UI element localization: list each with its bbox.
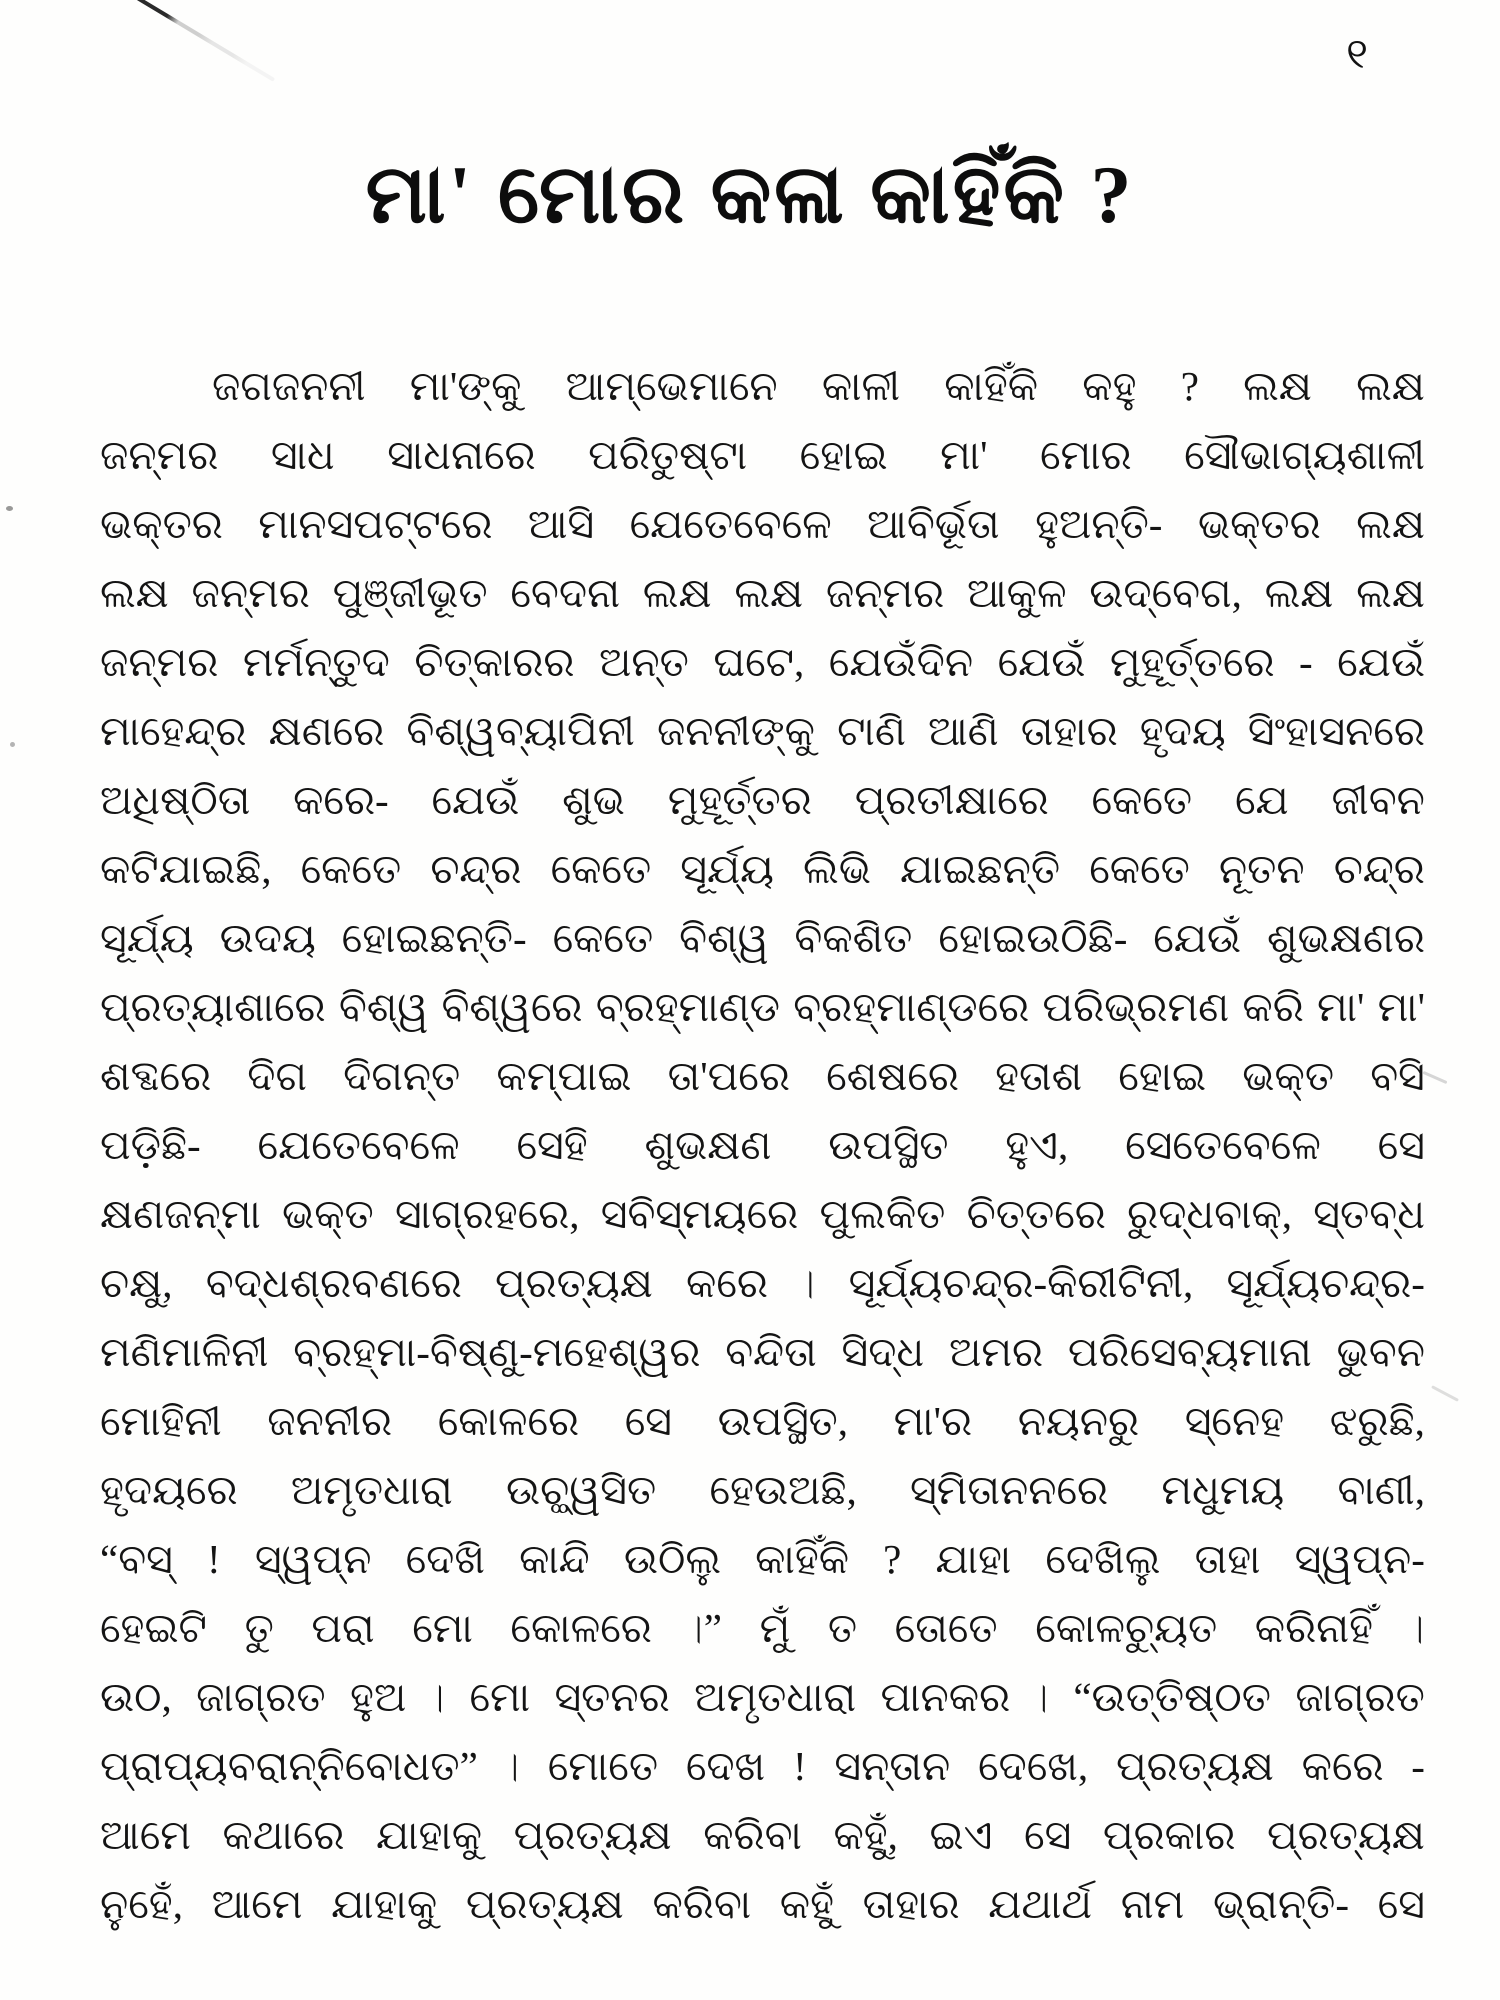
word: କେତେ — [1091, 777, 1193, 823]
word: କରେ — [1301, 1743, 1384, 1789]
word: ହେଇଟି — [100, 1605, 207, 1651]
word: ଶୁଭକ୍ଷଣର — [1266, 915, 1425, 961]
word: ସୂର୍ଯ୍ୟ — [100, 915, 194, 961]
word: “ବସ୍ — [100, 1536, 173, 1582]
word: ତ — [827, 1605, 858, 1651]
word: ? — [883, 1536, 902, 1582]
text-line — [100, 421, 1425, 490]
word: ଚିତ୍ତରେ — [966, 1191, 1106, 1237]
word: ସ୍ତବ୍ଧ — [1313, 1191, 1425, 1237]
word: ମାନସପଟ୍ଟରେ — [258, 501, 493, 547]
word: ଜନ୍ମର — [100, 432, 219, 478]
scan-speck — [6, 506, 13, 511]
word: ଲକ୍ଷ — [642, 570, 712, 616]
word: ପ୍ରତ୍ୟାଶାରେ — [100, 984, 326, 1030]
word: ପାନକର — [880, 1674, 1011, 1720]
word: କୋଳଚ୍ୟୁତ — [1035, 1605, 1218, 1651]
word: ଦେଖି — [405, 1536, 486, 1582]
word: ପଡ଼ିଛି- — [100, 1122, 201, 1168]
word: ଶୁଭ — [562, 777, 625, 823]
word: ଝରୁଛି, — [1329, 1398, 1425, 1444]
word: ଯାହାକୁ — [376, 1812, 483, 1858]
word: କ୍ଷଣଜନ୍ମା — [100, 1191, 261, 1237]
word: ସାଧନାରେ — [387, 432, 536, 478]
word: ସେତେବେଳେ — [1125, 1122, 1321, 1168]
word: ନାମ — [1120, 1881, 1185, 1927]
word: ତୁ — [244, 1605, 274, 1651]
word: ଜନ୍ମର — [825, 570, 945, 616]
text-line — [100, 628, 1425, 697]
word: ଚକ୍ଷୁ, — [100, 1260, 173, 1306]
word: ସ୍ନେହ — [1184, 1398, 1285, 1444]
word: ଆକୁଳ — [966, 570, 1067, 616]
word: ମୋ — [412, 1605, 473, 1651]
word: ଲକ୍ଷ — [100, 570, 169, 616]
word: କରେ — [686, 1260, 768, 1306]
word: ସୂର୍ଯ୍ୟଚନ୍ଦ୍ର- — [1226, 1260, 1425, 1306]
word: କଥାରେ — [222, 1812, 345, 1858]
word: ସାଗ୍ରହରେ, — [395, 1191, 580, 1237]
word: ମୋର — [1040, 432, 1132, 478]
word: କାଳୀ — [821, 363, 901, 409]
word: ସେ — [1377, 1122, 1425, 1168]
word: ଲକ୍ଷ — [1243, 363, 1312, 409]
text-line — [100, 1732, 1425, 1801]
word: କରେ- — [293, 777, 389, 823]
word: ଯେଉଁଦିନ — [828, 639, 974, 685]
word: ବସି — [1370, 1053, 1425, 1099]
word: ଜନନୀଙ୍କୁ — [656, 708, 815, 754]
word: କାହିଁକି — [755, 1536, 850, 1582]
word: କେତେ — [550, 846, 652, 892]
word: ବିଶ୍ୱରେ — [441, 984, 583, 1030]
word: ଲକ୍ଷ — [1356, 501, 1425, 547]
word: ହୁଅନ୍ତି- — [1035, 501, 1163, 547]
word: “ଉତ୍ତିଷ୍ଠତ — [1073, 1674, 1271, 1720]
word: ସେ — [1377, 1881, 1425, 1927]
text-line — [100, 1801, 1425, 1870]
word: ବେଦନା — [510, 570, 621, 616]
word: ଜନନୀର — [267, 1398, 393, 1444]
word: ସେ — [624, 1398, 672, 1444]
word: ? — [1180, 363, 1199, 409]
word: ମୁହୂର୍ତ୍ତର — [667, 777, 812, 823]
word: ପ୍ରତ୍ୟକ୍ଷ — [1115, 1743, 1274, 1789]
word: ! — [792, 1743, 807, 1789]
word: ମା'ଙ୍କୁ — [409, 363, 522, 409]
word: ବନ୍ଦିତା — [725, 1329, 817, 1375]
word: ଇଏ — [929, 1812, 993, 1858]
word: ହୁଅ — [350, 1674, 407, 1720]
word: ସ୍ମିତାନନରେ — [909, 1467, 1109, 1513]
word: ଭୁବନ — [1336, 1329, 1425, 1375]
word: ଆଣି — [927, 708, 999, 754]
word: ସେ — [1024, 1812, 1072, 1858]
word: ଭକ୍ତର — [1197, 501, 1321, 547]
word: ମୁଁ — [759, 1605, 791, 1651]
word: କେତେ — [1089, 846, 1190, 892]
text-line — [100, 1387, 1425, 1456]
word: ପରା — [311, 1605, 375, 1651]
word: ହୋଇ — [1118, 1053, 1207, 1099]
word: ସନ୍ତାନ — [834, 1743, 951, 1789]
word: ଯେଉଁ — [997, 639, 1086, 685]
text-line — [100, 835, 1425, 904]
word: ଜାଗ୍ରତ — [196, 1674, 326, 1720]
page-number: ୧ — [1346, 32, 1368, 78]
word: ସାଧ — [270, 432, 335, 478]
text-line — [100, 559, 1425, 628]
word: ମୋତେ — [547, 1743, 659, 1789]
word: ନୟନରୁ — [1017, 1398, 1140, 1444]
word: ହୋଇ — [799, 432, 888, 478]
page-title: ମା' ମୋର କଳା କାହିଁକି ? — [365, 149, 1135, 240]
word: ବାଣୀ, — [1337, 1467, 1425, 1513]
word: ଦେଖିଲୁ — [1045, 1536, 1161, 1582]
word: ଜୀବନ — [1331, 777, 1425, 823]
word: ଯେଉଁ — [1153, 915, 1242, 961]
word: ନୂତନ — [1218, 846, 1305, 892]
word: ପୁଞ୍ଜୀଭୂତ — [332, 570, 488, 616]
word: ମା' — [940, 432, 988, 478]
word: ପରିତୁଷ୍ଟା — [588, 432, 748, 478]
word: କେତେ — [552, 915, 654, 961]
word: ତାହାର — [1020, 708, 1118, 754]
word: ପ୍ରାପ୍ୟବରାନ୍ନିବୋଧତ” — [100, 1743, 478, 1789]
word: କହୁଁ — [779, 1881, 834, 1927]
word: ହୃଦୟ — [1139, 708, 1226, 754]
word: ଭକ୍ତର — [100, 501, 223, 547]
word: କରିବା — [703, 1812, 802, 1858]
word: ତାହା — [1194, 1536, 1261, 1582]
word: କେତେ — [300, 846, 402, 892]
word: ଉଦ୍ବେଗ, — [1089, 570, 1242, 616]
word: ଦିଗ — [247, 1053, 307, 1099]
word: କରିବା — [652, 1881, 752, 1927]
text-line — [100, 352, 1425, 421]
word: କମ୍ପାଇ — [496, 1053, 632, 1099]
word: ପୁଲକିତ — [819, 1191, 946, 1237]
word: ଉପସ୍ଥିତ, — [717, 1398, 849, 1444]
word: ଲକ୍ଷ — [1264, 570, 1334, 616]
text-line — [100, 766, 1425, 835]
word: କାନ୍ଦି — [519, 1536, 590, 1582]
word: ପ୍ରତ୍ୟକ୍ଷ — [465, 1881, 624, 1927]
text-line — [100, 1456, 1425, 1525]
word: ବ୍ରହ୍ମାଣ୍ଡରେ — [793, 984, 1030, 1030]
word: ଭକ୍ତ — [1242, 1053, 1335, 1099]
word: ଟାଣି — [837, 708, 906, 754]
scan-speck — [10, 742, 15, 747]
word: ମଧୁମୟ — [1161, 1467, 1285, 1513]
text-line — [100, 1594, 1425, 1663]
word: ସିଂହାସନରେ — [1247, 708, 1425, 754]
word: ସୂର୍ଯ୍ୟ — [680, 846, 774, 892]
word: ହୃଦୟରେ — [100, 1467, 238, 1513]
word: ଦିଗନ୍ତ — [343, 1053, 461, 1099]
word: ସ୍ୱପ୍ନ — [254, 1536, 372, 1582]
text-line — [100, 1663, 1425, 1732]
word: ମଣିମାଳିନୀ — [100, 1329, 269, 1375]
word: ଉଚ୍ଛ୍ୱସିତ — [506, 1467, 657, 1513]
scan-speck — [1431, 1385, 1459, 1402]
word: ଭ୍ରାନ୍ତି- — [1213, 1881, 1350, 1927]
scan-scratch — [136, 0, 275, 82]
word: ଯଥାର୍ଥ — [988, 1881, 1093, 1927]
word: ପରିଭ୍ରମଣ — [1042, 984, 1230, 1030]
word: ଅମୃତଧାରା — [290, 1467, 453, 1513]
word: ମୋ — [469, 1674, 531, 1720]
word: ଯେତେବେଳେ — [629, 501, 832, 547]
word: କହୁ — [1082, 363, 1137, 409]
word: ପରିସେବ୍ୟମାନା — [1067, 1329, 1312, 1375]
article-body — [100, 352, 1425, 1939]
word: ଯେଉଁ — [1337, 639, 1425, 685]
word: ବିଶ୍ୱବ୍ୟାପିନୀ — [406, 708, 635, 754]
word: ଅନ୍ତ — [599, 639, 689, 685]
word: ବିଶ୍ୱ — [679, 915, 769, 961]
word: ବଦ୍ଧଶ୍ରବଣରେ — [205, 1260, 462, 1306]
word: ଲକ୍ଷ — [734, 570, 804, 616]
word: ଅମର — [948, 1329, 1044, 1375]
word: ଯାଇଛନ୍ତି — [900, 846, 1061, 892]
scan-speck — [1423, 1071, 1448, 1084]
word: ! — [207, 1536, 221, 1582]
word: କ୍ଷଣରେ — [268, 708, 385, 754]
word: ସବିସ୍ମୟରେ — [600, 1191, 799, 1237]
word: ଜନ୍ମର — [100, 639, 219, 685]
word: କରି — [1242, 984, 1304, 1030]
word: ମା' — [1377, 984, 1425, 1030]
word: ପ୍ରତ୍ୟକ୍ଷ — [494, 1260, 653, 1306]
word: ମର୍ମନ୍ତୁଦ — [242, 639, 390, 685]
word: ଲିଭି — [803, 846, 871, 892]
word: କରିନାହିଁ — [1254, 1605, 1374, 1651]
text-line — [100, 1525, 1425, 1594]
word: ଉପସ୍ଥିତ — [828, 1122, 949, 1168]
word: ବିକଶିତ — [794, 915, 913, 961]
word: ଦେଖ — [685, 1743, 766, 1789]
word: କହୁଁ, — [833, 1812, 898, 1858]
word: ପ୍ରତ୍ୟକ୍ଷ — [513, 1812, 672, 1858]
word: ଜନ୍ମର — [191, 570, 310, 616]
word: ଜଗଜନନୀ — [212, 363, 366, 409]
word: ମା'ର — [893, 1398, 973, 1444]
word: ଅମୃତଧାରା — [694, 1674, 857, 1720]
text-line — [100, 490, 1425, 559]
word: ଆମେ — [100, 1812, 191, 1858]
word: ହୁଏ, — [1005, 1122, 1069, 1168]
word: କୋଳରେ — [510, 1605, 652, 1651]
word: ଶୁଭକ୍ଷଣ — [644, 1122, 772, 1168]
word: ଆସି — [527, 501, 595, 547]
word: । — [430, 1674, 446, 1720]
word: ସୂର୍ଯ୍ୟଚନ୍ଦ୍ର-କିରୀଟିନୀ, — [848, 1260, 1194, 1306]
word: ଯେଉଁ — [431, 777, 520, 823]
text-line — [100, 1111, 1425, 1180]
word: ଯେ — [1234, 777, 1289, 823]
word: ରୁଦ୍ଧବାକ୍, — [1127, 1191, 1293, 1237]
text-line — [100, 1870, 1425, 1939]
word: ସିଦ୍ଧ — [841, 1329, 925, 1375]
word: ତାହାର — [862, 1881, 960, 1927]
word: ସୌଭାଗ୍ୟଶାଳୀ — [1184, 432, 1425, 478]
word: ପ୍ରକାର — [1102, 1812, 1236, 1858]
text-line — [100, 1042, 1425, 1111]
word: ଯାହା — [935, 1536, 1012, 1582]
word: ।” — [689, 1605, 722, 1651]
word: ହେଉଅଛି, — [709, 1467, 857, 1513]
word: ସ୍ୱପ୍ନ- — [1294, 1536, 1425, 1582]
text-line — [100, 1249, 1425, 1318]
word: ଘଟେ, — [713, 639, 805, 685]
word: ମାହେନ୍ଦ୍ର — [100, 708, 247, 754]
word: । — [1034, 1674, 1049, 1720]
word: ଚିତ୍କାରର — [414, 639, 575, 685]
text-line — [100, 1318, 1425, 1387]
word: ଉଦୟ — [219, 915, 316, 961]
word: ତା'ପରେ — [667, 1053, 790, 1099]
word: ପ୍ରତୀକ୍ଷାରେ — [854, 777, 1049, 823]
word: ଶେଷରେ — [826, 1053, 959, 1099]
word: ଅଧିଷ୍ଠିତା — [100, 777, 251, 823]
word: । — [505, 1743, 520, 1789]
word: ବିଶ୍ୱ — [338, 984, 429, 1030]
word: ତୋତେ — [894, 1605, 998, 1651]
word: ପ୍ରତ୍ୟକ୍ଷ — [1267, 1812, 1425, 1858]
word: ମୁହୂର୍ତ୍ତରେ — [1109, 639, 1275, 685]
text-line — [100, 1180, 1425, 1249]
word: ହତାଶ — [995, 1053, 1083, 1099]
word: - — [1411, 1743, 1425, 1789]
word: ଲକ୍ଷ — [1356, 363, 1425, 409]
word: ମା' — [1316, 984, 1365, 1030]
word: ଚନ୍ଦ୍ର — [1333, 846, 1425, 892]
word: ସେହି — [516, 1122, 588, 1168]
text-line — [100, 697, 1425, 766]
word: ଆମ୍ଭେମାନେ — [565, 363, 778, 409]
word: ହୋଇଛନ୍ତି- — [341, 915, 527, 961]
word: ଆମେ — [211, 1881, 303, 1927]
word: ଲକ୍ଷ — [1356, 570, 1425, 616]
text-line — [100, 904, 1425, 973]
word: ହୋଇଉଠିଛି- — [938, 915, 1128, 961]
word: । — [1410, 1605, 1425, 1651]
word: ଉଠିଲୁ — [623, 1536, 722, 1582]
word: ଦେଖେ, — [977, 1743, 1089, 1789]
word: ବ୍ରହ୍ମା-ବିଷ୍ଣୁ-ମହେଶ୍ୱର — [293, 1329, 701, 1375]
word: କୋଳରେ — [437, 1398, 580, 1444]
word: ଯେତେବେଳେ — [257, 1122, 460, 1168]
word: ଆବିର୍ଭୂତା — [867, 501, 1000, 547]
text-line — [100, 973, 1425, 1042]
word: ବ୍ରହ୍ମାଣ୍ଡ — [595, 984, 781, 1030]
word: ଉଠ, — [100, 1674, 172, 1720]
word: ନୁହେଁ, — [100, 1881, 183, 1927]
word: ଶବ୍ଦରେ — [100, 1053, 212, 1099]
word: ସ୍ତନର — [554, 1674, 670, 1720]
word: କାହିଁକି — [944, 363, 1039, 409]
word: କଟିଯାଇଛି, — [100, 846, 272, 892]
word: - — [1299, 639, 1313, 685]
word: ମୋହିନୀ — [100, 1398, 222, 1444]
word: ଜାଗ୍ରତ — [1295, 1674, 1425, 1720]
word: ଭକ୍ତ — [281, 1191, 374, 1237]
word: ଚନ୍ଦ୍ର — [430, 846, 522, 892]
word: । — [801, 1260, 816, 1306]
word: ଯାହାକୁ — [331, 1881, 438, 1927]
